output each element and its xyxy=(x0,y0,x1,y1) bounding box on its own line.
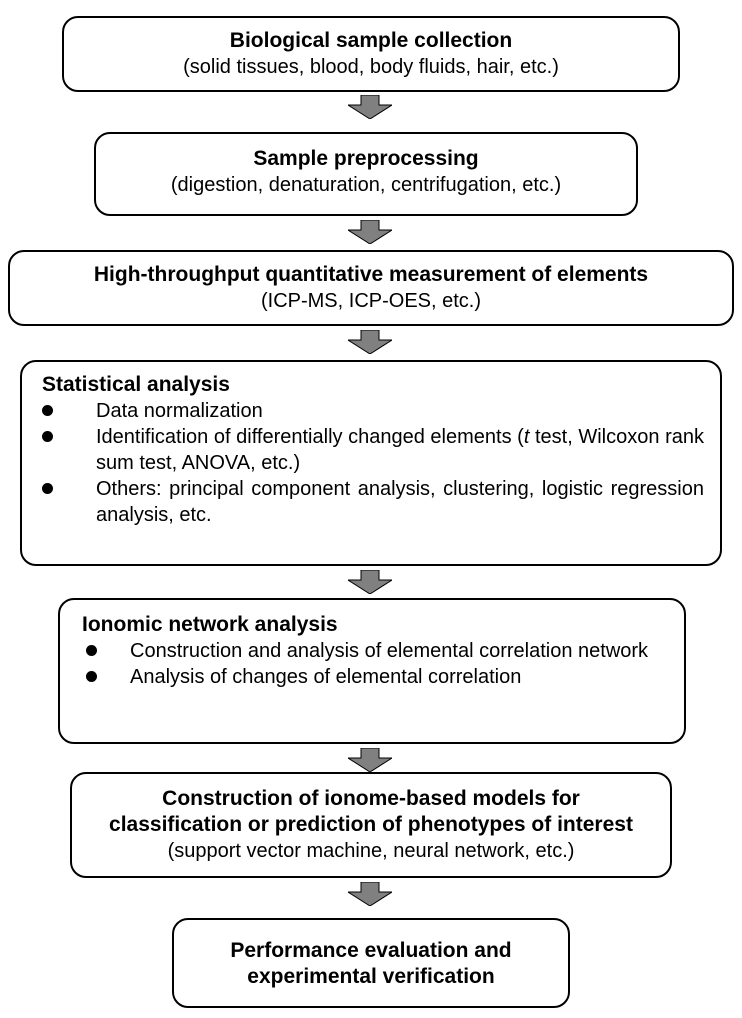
bullet-dot-icon xyxy=(42,431,53,442)
step-7-box xyxy=(172,918,570,1008)
step-4-bullet-list xyxy=(42,398,704,528)
step-4-bullet-1-text: Data normalization xyxy=(96,400,263,422)
step-4-bullet-2-text-b: test, Wilcoxon rank sum test, ANOVA, etc.) xyxy=(96,426,704,474)
bullet-dot-icon xyxy=(42,405,53,416)
step-4-bullet-3-text: Others: principal component analysis, clustering, logistic regression analysis, etc. xyxy=(96,478,704,526)
step-3-title: High-throughput quantitative measurement of elements xyxy=(93,263,649,286)
step-3-subtitle: (ICP-MS, ICP-OES, etc.) xyxy=(260,290,482,312)
step-2-box xyxy=(94,132,638,216)
bullet-dot-icon xyxy=(86,645,97,656)
step-4-title: Statistical analysis xyxy=(42,373,230,396)
arrow-down-icon xyxy=(348,330,392,354)
step-6-title-line-1: Construction of ionome-based models for xyxy=(162,787,580,810)
step-3-box xyxy=(8,250,734,326)
step-5-bullet-list xyxy=(82,638,664,690)
step-5-bullet-2 xyxy=(82,664,664,690)
step-6-subtitle: (support vector machine, neural network, etc.) xyxy=(167,840,575,862)
step-5-box xyxy=(58,598,686,744)
step-2-subtitle: (digestion, denaturation, centrifugation, etc.) xyxy=(170,174,562,196)
step-4-bullet-1 xyxy=(42,398,704,424)
step-2-title: Sample preprocessing xyxy=(253,147,479,170)
step-4-bullet-2-italic: t xyxy=(523,426,530,448)
step-5-bullet-1-text: Construction and analysis of elemental correlation network xyxy=(130,640,649,662)
bullet-dot-icon xyxy=(42,483,53,494)
step-5-bullet-1 xyxy=(82,638,664,664)
arrow-down-icon xyxy=(348,748,392,772)
step-6-title-line-2: classification or prediction of phenotypes of interest xyxy=(109,813,633,836)
step-4-bullet-2-text-a: Identification of differentially changed elements ( xyxy=(96,426,524,448)
step-7-title-line-2: experimental verification xyxy=(247,965,495,988)
step-7-title-line-1: Performance evaluation and xyxy=(230,939,512,962)
step-5-bullet-2-text: Analysis of changes of elemental correlation xyxy=(130,666,522,688)
arrow-down-icon xyxy=(348,570,392,594)
step-5-title: Ionomic network analysis xyxy=(82,613,338,636)
step-1-subtitle: (solid tissues, blood, body fluids, hair, etc.) xyxy=(183,56,559,78)
arrow-down-icon xyxy=(348,220,392,244)
step-4-box xyxy=(20,360,722,566)
step-4-bullet-3 xyxy=(42,476,704,528)
bullet-dot-icon xyxy=(86,671,97,682)
step-6-box xyxy=(70,772,672,878)
step-1-box xyxy=(62,16,680,92)
arrow-down-icon xyxy=(348,95,392,119)
step-4-bullet-2 xyxy=(42,424,704,476)
step-1-title: Biological sample collection xyxy=(229,29,513,52)
arrow-down-icon xyxy=(348,882,392,906)
